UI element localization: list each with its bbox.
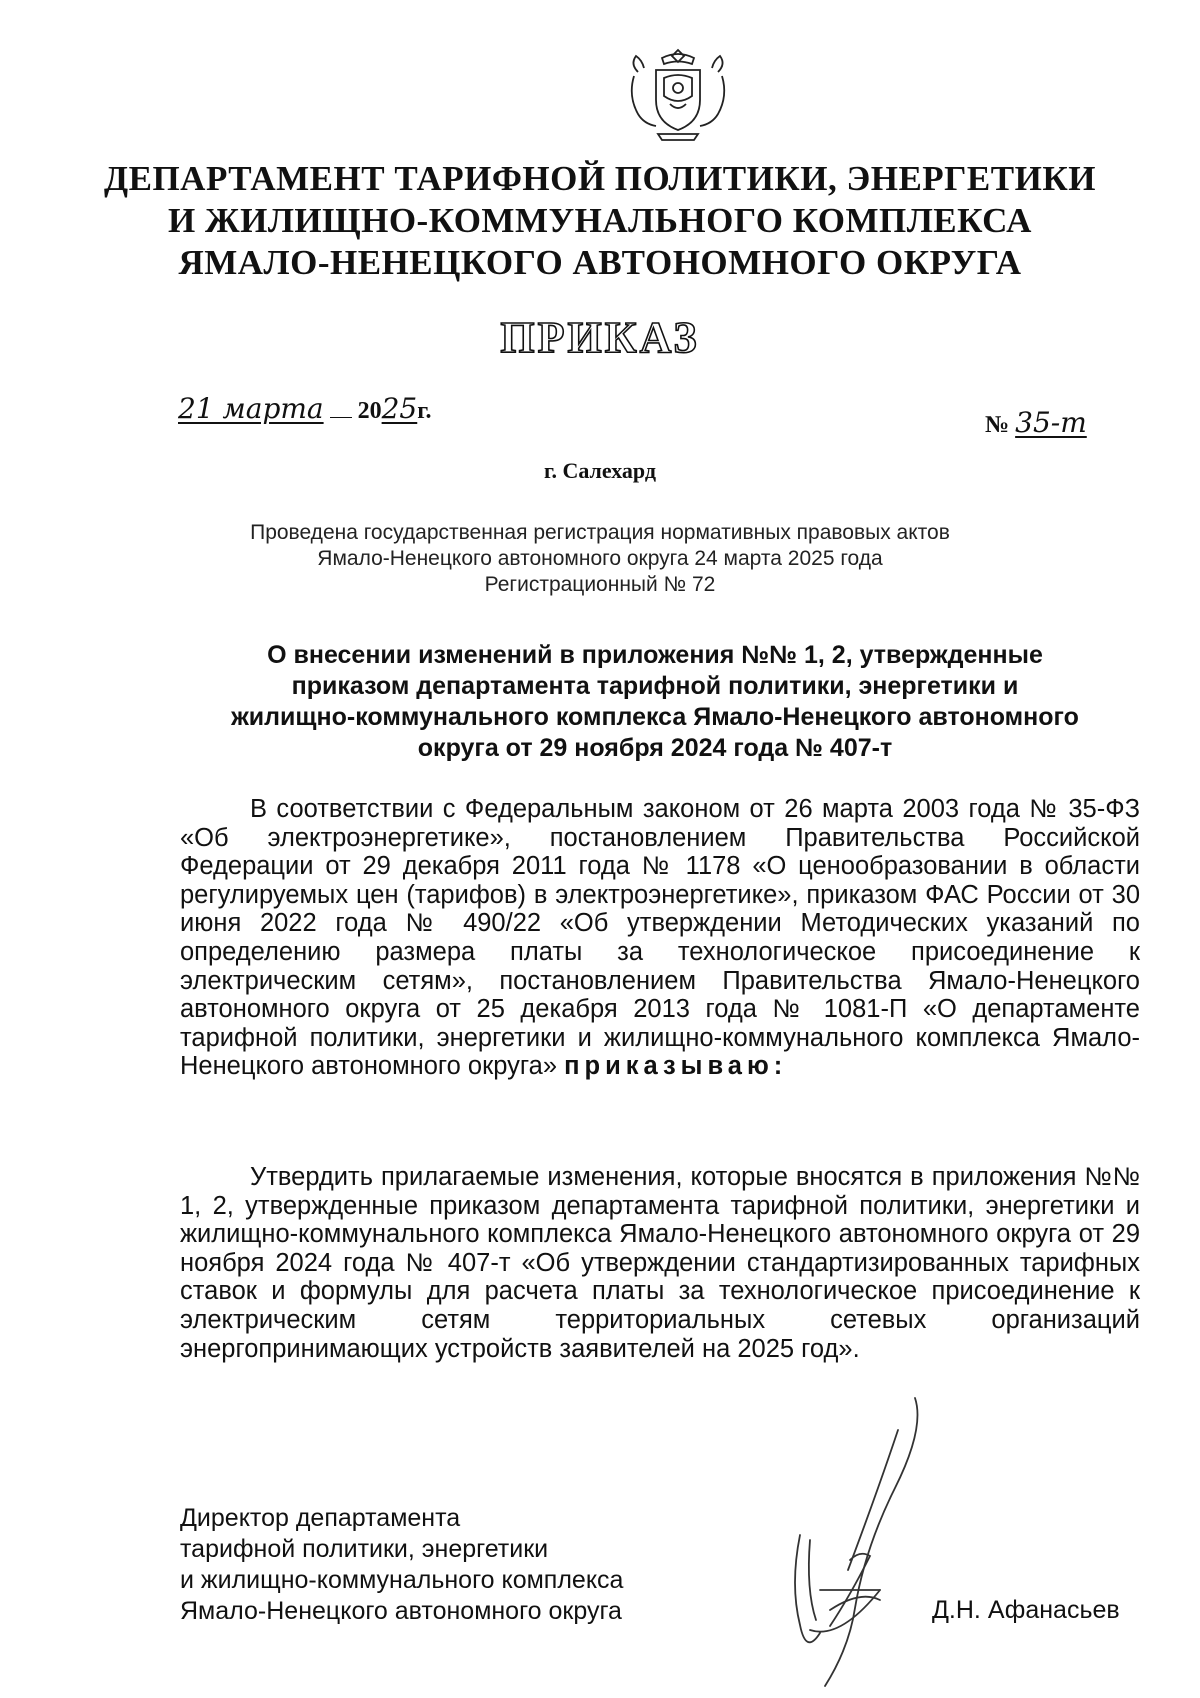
department-line-2: И ЖИЛИЩНО-КОММУНАЛЬНОГО КОМПЛЕКСА: [168, 201, 1032, 240]
registration-line-1: Проведена государственная регистрация нормативных правовых актов: [250, 521, 950, 544]
paragraph-1-emphasis: приказываю:: [564, 1052, 788, 1081]
order-number: [985, 406, 1125, 439]
registration-line-3: Регистрационный № 72: [484, 573, 716, 596]
position-line-2: тарифной политики, энергетики: [180, 1535, 549, 1563]
date-handwritten: 21 марта: [178, 392, 324, 425]
city: г. Салехард: [543, 458, 657, 483]
document-type-title: ПРИКАЗ: [500, 313, 700, 362]
signatory-name: Д.Н. Афанасьев: [932, 1596, 1120, 1624]
title-line-1: О внесении изменений в приложения №№ 1, 2, утвержденные: [267, 641, 1043, 669]
title-line-2: приказом департамента тарифной политики, энергетики и: [291, 672, 1019, 700]
department-line-3: ЯМАЛО-НЕНЕЦКОГО АВТОНОМНОГО ОКРУГА: [178, 243, 1022, 282]
registration-line-2: Ямало-Ненецкого автономного округа 24 марта 2025 года: [317, 547, 883, 570]
signatory-position: [180, 1503, 623, 1627]
order-title: [175, 640, 1135, 764]
order-date: [178, 392, 431, 425]
number-label: №: [985, 412, 1010, 438]
body-paragraph-2: Утвердить прилагаемые изменения, которые вносятся в приложения №№ 1, 2, утвержденные приказом департамента тарифной политики, энергетики и жилищно-коммунального комплекса Ямало-Ненецкого автономного округа от 29 ноября 2024 года № 407-т «Об утверждении стандартизированных тарифных ставок и формулы для расчета платы за технологическое присоединение к электрическим сетям территориальных сетевых организаций энергопринимающих устройств заявителей на 2025 год».: [180, 1163, 1140, 1363]
title-line-3: жилищно-коммунального комплекса Ямало-Ненецкого автономного: [231, 703, 1079, 731]
date-underline: [330, 417, 352, 418]
year-prefix: 20: [357, 398, 382, 424]
department-header: [0, 158, 1200, 284]
body-paragraph-1: [180, 795, 1140, 1081]
coat-of-arms-emblem: [618, 46, 738, 151]
department-line-1: ДЕПАРТАМЕНТ ТАРИФНОЙ ПОЛИТИКИ, ЭНЕРГЕТИКИ: [104, 159, 1096, 198]
title-line-4: округа от 29 ноября 2024 года № 407-т: [417, 734, 893, 762]
registration-note: [0, 520, 1200, 598]
year-suffix: г.: [417, 398, 432, 424]
position-line-3: и жилищно-коммунального комплекса: [180, 1566, 624, 1594]
year-handwritten: 25: [381, 392, 418, 425]
position-line-1: Директор департамента: [180, 1504, 461, 1532]
number-handwritten: 35-т: [1015, 406, 1087, 439]
paragraph-1-text: В соответствии с Федеральным законом от 26 марта 2003 года № 35-ФЗ «Об электроэнергетике», постановлением Правительства Российской Федерации от 29 декабря 2011 года № 1178 «О ценообразовании в области регулируемых цен (тарифов) в электроэнергетике», приказом ФАС России от 30 июня 2022 года № 490/22 «Об утверждении Методических указаний по определению размера платы за технологическое присоединение к электрическим сетям», постановлением Правительства Ямало-Ненецкого автономного округа от 25 декабря 2013 года № 1081-П «О департаменте тарифной политики, энергетики и жилищно-коммунального комплекса Ямало-Ненецкого автономного округа»: [180, 795, 1140, 1081]
position-line-4: Ямало-Ненецкого автономного округа: [180, 1597, 622, 1625]
handwritten-signature: [780, 1390, 940, 1695]
